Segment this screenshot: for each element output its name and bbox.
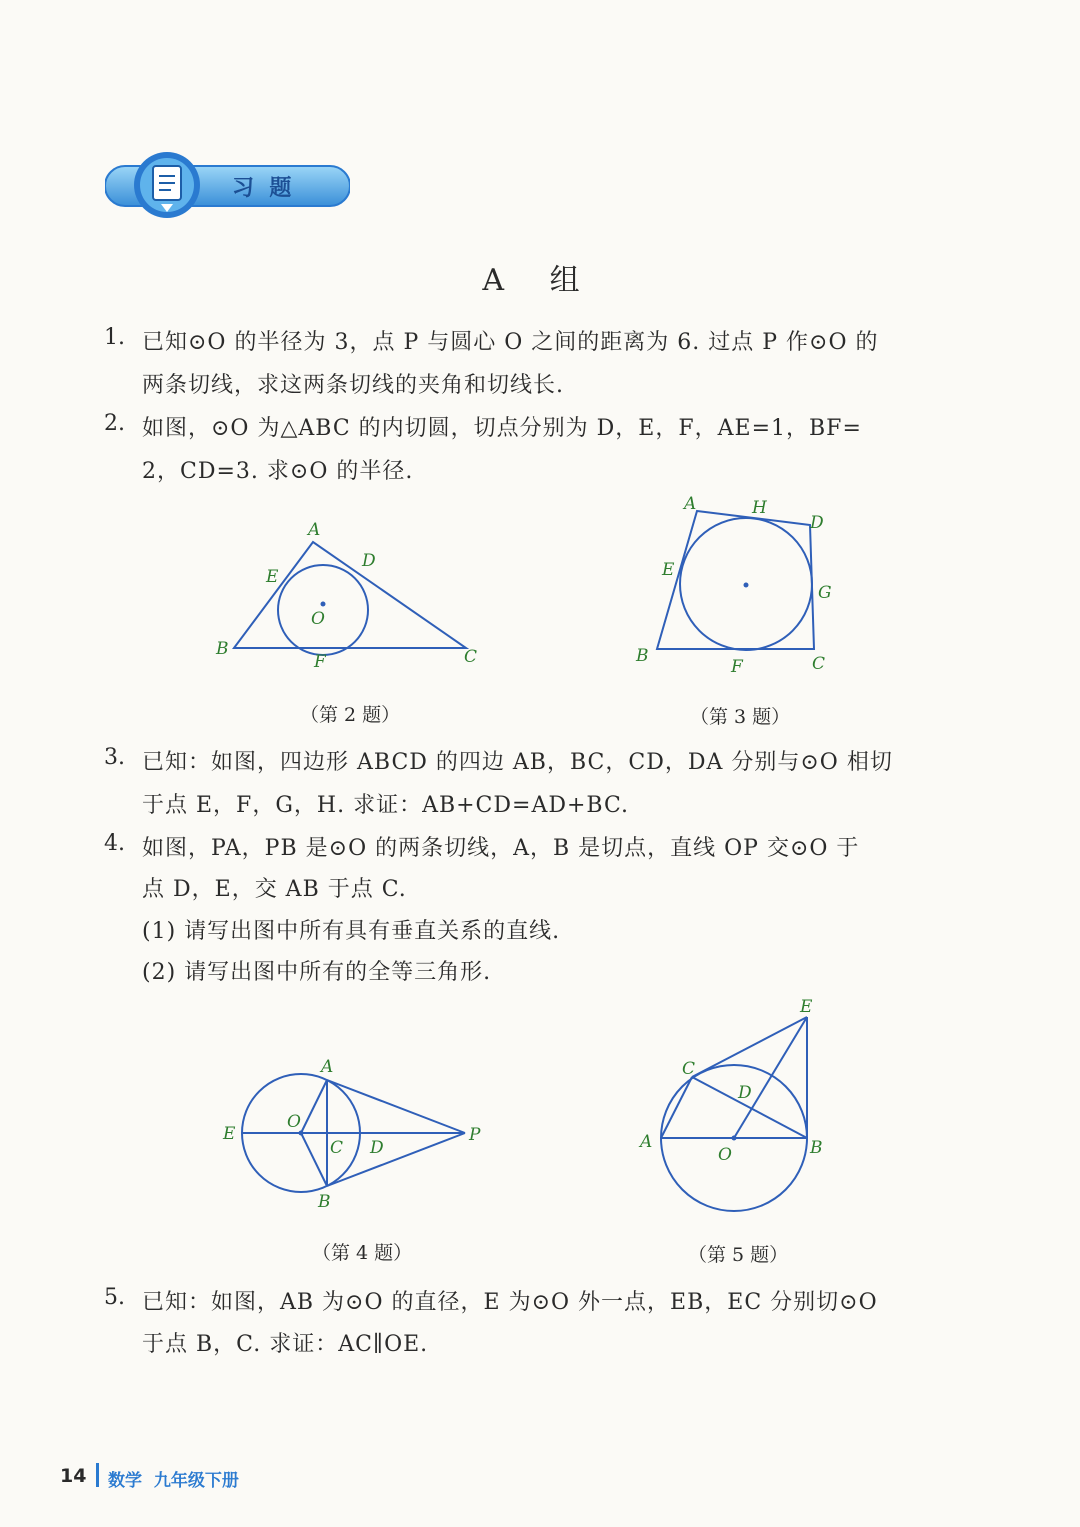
group-title: A 组 <box>482 263 598 298</box>
fig3-label-c: C <box>812 654 826 674</box>
figure-4-caption: （第 4 题） <box>312 1242 413 1264</box>
problem-3-line-1: 已知：如图，四边形 ABCD 的四边 AB，BC，CD，DA 分别与⊙O 相切 <box>142 750 893 775</box>
fig3-label-d: D <box>810 513 824 533</box>
fig5-label-o: O <box>718 1145 732 1165</box>
figure-2-diagram <box>210 515 490 675</box>
figure-4-diagram <box>215 1045 505 1220</box>
figure-5-diagram <box>630 990 840 1215</box>
fig4-label-p: P <box>469 1125 481 1145</box>
fig5-label-d: D <box>738 1083 752 1103</box>
problem-5-number: 5. <box>104 1285 125 1310</box>
fig3-label-g: G <box>818 583 832 603</box>
fig2-label-e: E <box>266 567 279 587</box>
fig3-label-h: H <box>752 498 767 518</box>
banner-label: 习 题 <box>232 176 292 201</box>
fig3-label-b: B <box>636 646 649 666</box>
fig2-label-d: D <box>362 551 376 571</box>
figure-5-caption: （第 5 题） <box>688 1244 789 1266</box>
fig5-label-c: C <box>682 1059 696 1079</box>
problem-5-line-2: 于点 B，C. 求证：AC∥OE. <box>142 1332 429 1357</box>
fig3-label-e: E <box>662 560 675 580</box>
problem-4-sub-1: (1) 请写出图中所有具有垂直关系的直线. <box>142 919 561 944</box>
fig4-label-b: B <box>318 1192 331 1212</box>
figure-2-caption: （第 2 题） <box>300 704 401 726</box>
fig5-label-a: A <box>640 1132 653 1152</box>
problem-5-line-1: 已知：如图，AB 为⊙O 的直径，E 为⊙O 外一点，EB，EC 分别切⊙O <box>142 1290 878 1315</box>
problem-1-number: 1. <box>104 325 125 350</box>
fig2-label-o: O <box>311 609 325 629</box>
problem-3-line-2: 于点 E，F，G，H. 求证：AB+CD=AD+BC. <box>142 793 630 818</box>
problem-4-sub-2: (2) 请写出图中所有的全等三角形. <box>142 960 492 985</box>
fig4-label-o: O <box>287 1112 301 1132</box>
problem-4-number: 4. <box>104 831 125 856</box>
fig3-label-a: A <box>684 494 697 514</box>
figure-3-caption: （第 3 题） <box>690 706 791 728</box>
problem-1-line-2: 两条切线，求这两条切线的夹角和切线长. <box>142 373 564 398</box>
fig4-label-a: A <box>321 1057 334 1077</box>
fig5-label-b: B <box>810 1138 823 1158</box>
book-title: 数学 九年级下册 <box>108 1471 239 1491</box>
fig2-label-f: F <box>314 652 326 672</box>
problem-2-line-1: 如图，⊙O 为△ABC 的内切圆，切点分别为 D，E，F，AE=1，BF= <box>142 416 862 441</box>
section-banner <box>105 152 350 218</box>
problem-3-number: 3. <box>104 745 125 770</box>
fig4-label-c: C <box>330 1138 344 1158</box>
problem-1-line-1: 已知⊙O 的半径为 3，点 P 与圆心 O 之间的距离为 6. 过点 P 作⊙O 的 <box>142 330 879 355</box>
figure-3-diagram <box>630 492 850 682</box>
problem-2-line-2: 2，CD=3. 求⊙O 的半径. <box>142 459 414 484</box>
problem-4-line-1: 如图，PA，PB 是⊙O 的两条切线，A，B 是切点，直线 OP 交⊙O 于 <box>142 836 860 861</box>
page-number: 14 <box>60 1465 87 1487</box>
problem-2-number: 2. <box>104 411 125 436</box>
fig2-label-b: B <box>216 639 229 659</box>
problem-4-line-2: 点 D，E，交 AB 于点 C. <box>142 877 407 902</box>
fig5-label-e: E <box>800 997 813 1017</box>
footer-divider <box>96 1463 99 1487</box>
fig2-label-c: C <box>464 647 478 667</box>
fig4-label-d: D <box>370 1138 384 1158</box>
fig3-label-f: F <box>731 657 743 677</box>
fig2-label-a: A <box>308 520 321 540</box>
fig4-label-e: E <box>223 1124 236 1144</box>
